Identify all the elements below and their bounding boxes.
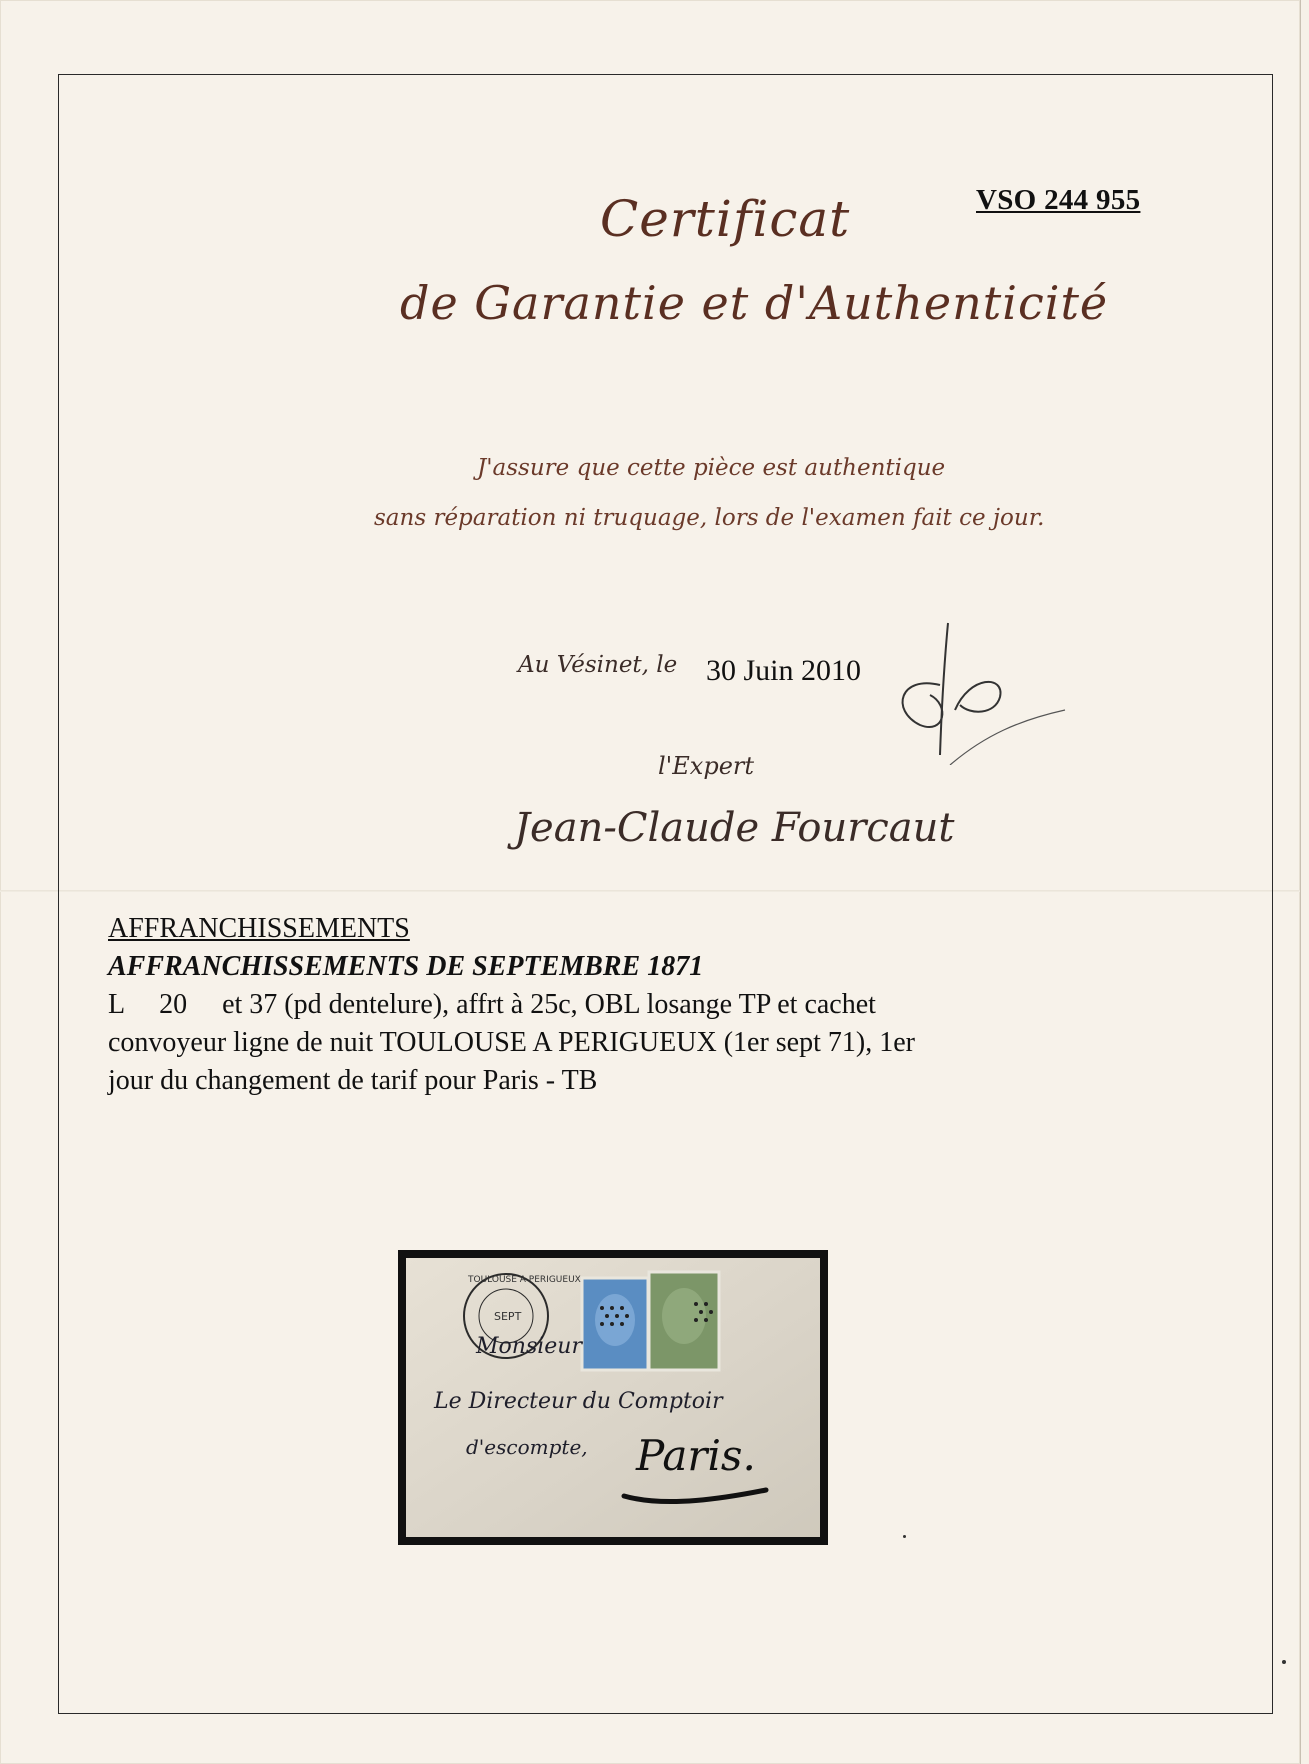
paper-speck [1282, 1660, 1286, 1664]
certificate-title: Certificat [600, 190, 851, 248]
lot-description [108, 910, 1188, 1100]
signature-mark [890, 615, 1070, 765]
paper-speck [903, 1535, 906, 1538]
declaration-line-1: J'assure que cette pièce est authentique [477, 455, 946, 481]
description-line-2: convoyeur ligne de nuit TOULOUSE A PERIGUEUX (1er sept 71), 1er [108, 1027, 915, 1058]
address-line-2: Le Directeur du Comptoir [434, 1389, 723, 1414]
declaration-line-2: sans réparation ni truquage, lors de l'examen fait ce jour. [374, 505, 1045, 531]
postmark-date: SEPT [494, 1310, 522, 1323]
description-line-3: jour du changement de tarif pour Paris - TB [108, 1065, 598, 1096]
address-line-1: Monsieur [476, 1334, 582, 1359]
description-line-1: L 20 et 37 (pd dentelure), affrt à 25c, OBL losange TP et cachet [108, 989, 876, 1020]
postmark-text: TOULOUSE A PERIGUEUX [468, 1275, 581, 1285]
cover-illustration [406, 1258, 820, 1537]
description-subheading: AFFRANCHISSEMENTS DE SEPTEMBRE 1871 [108, 951, 704, 982]
address-line-3: d'escompte, [466, 1435, 588, 1459]
expert-name: Jean-Claude Fourcaut [514, 805, 955, 851]
cover-photo [398, 1250, 828, 1545]
certificate-subtitle: de Garantie et d'Authenticité [400, 276, 1109, 330]
address-city: Paris. [636, 1431, 756, 1480]
certificate-date: 30 Juin 2010 [706, 654, 862, 687]
description-heading: AFFRANCHISSEMENTS [108, 913, 410, 944]
place-label: Au Vésinet, le [518, 652, 678, 678]
expert-role: l'Expert [658, 752, 755, 780]
reference-number: VSO 244 955 [976, 184, 1141, 216]
